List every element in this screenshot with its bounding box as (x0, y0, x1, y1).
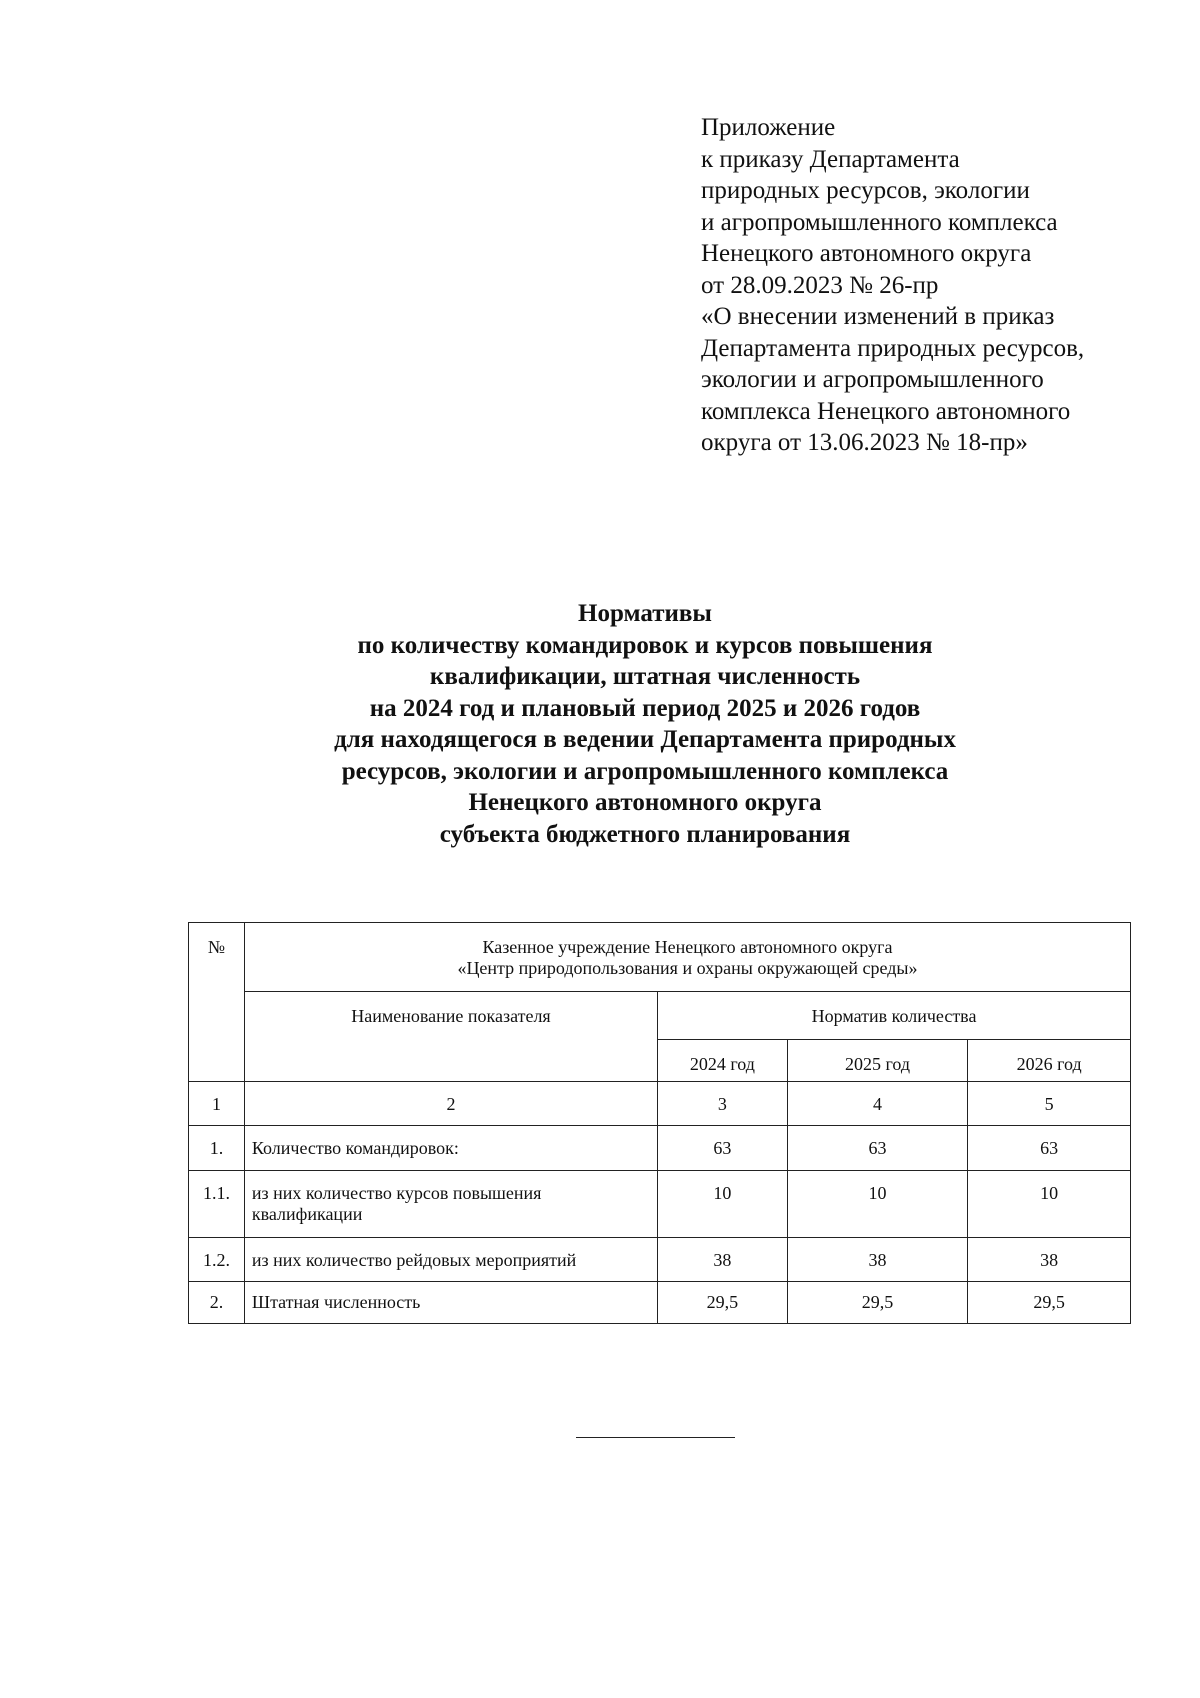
appendix-line: «О внесении изменений в приказ (701, 303, 1055, 330)
table-row (189, 1238, 1131, 1282)
year-header: 2025 год (787, 1040, 968, 1082)
column-index: 5 (968, 1082, 1131, 1126)
row-name: из них количество курсов повышения квалификации (244, 1171, 657, 1238)
norms-table (188, 922, 1131, 1324)
row-value: 63 (787, 1126, 968, 1171)
appendix-line: округа от 13.06.2023 № 18-пр» (701, 429, 1028, 456)
column-index: 4 (787, 1082, 968, 1126)
row-value: 29,5 (968, 1282, 1131, 1324)
row-number: 2. (189, 1282, 245, 1324)
title-line: ресурсов, экологии и агропромышленного комплекса (341, 757, 949, 785)
row-name: Штатная численность (244, 1282, 657, 1324)
column-index-row (189, 1082, 1131, 1126)
appendix-line: и агропромышленного комплекса (701, 208, 1058, 236)
num-header: № (189, 923, 245, 1082)
row-value: 10 (658, 1171, 788, 1238)
row-name: Количество командировок: (244, 1126, 657, 1171)
appendix-line: комплекса Ненецкого автономного (701, 397, 1071, 425)
end-divider-line (576, 1437, 735, 1438)
title-line: на 2024 год и плановый период 2025 и 2026 годов (369, 694, 921, 722)
table-row (189, 1171, 1131, 1238)
table-header-row (189, 992, 1131, 1040)
appendix-line: к приказу Департамента (701, 145, 960, 173)
row-number: 1.2. (189, 1238, 245, 1282)
title-line: для находящегося в ведении Департамента природных (334, 726, 956, 753)
appendix-line: экологии и агропромышленного (701, 366, 1044, 393)
document-title (0, 598, 1200, 850)
table-row (189, 1282, 1131, 1324)
column-index: 1 (189, 1082, 245, 1126)
title-line: квалификации, штатная численность (429, 663, 861, 690)
appendix-block (701, 112, 1161, 459)
column-index: 3 (658, 1082, 788, 1126)
appendix-line: Ненецкого автономного округа (701, 240, 1032, 267)
org-header-line: Казенное учреждение Ненецкого автономного округа (482, 937, 893, 957)
column-index: 2 (244, 1082, 657, 1126)
name-header: Наименование показателя (244, 992, 657, 1082)
row-value: 63 (968, 1126, 1131, 1171)
year-header: 2024 год (658, 1040, 788, 1082)
org-header-line: «Центр природопользования и охраны окружающей среды» (457, 958, 918, 978)
row-value: 63 (658, 1126, 788, 1171)
row-value: 29,5 (658, 1282, 788, 1324)
appendix-line: от 28.09.2023 № 26-пр (701, 271, 939, 299)
row-value: 10 (968, 1171, 1131, 1238)
table-header-row (189, 923, 1131, 992)
row-value: 38 (658, 1238, 788, 1282)
appendix-line: Департамента природных ресурсов, (701, 334, 1085, 362)
appendix-line: природных ресурсов, экологии (701, 177, 1030, 204)
row-value: 38 (787, 1238, 968, 1282)
row-value: 10 (787, 1171, 968, 1238)
row-value: 38 (968, 1238, 1131, 1282)
row-number: 1.1. (189, 1171, 245, 1238)
row-name: из них количество рейдовых мероприятий (244, 1238, 657, 1282)
title-line: Нормативы (578, 600, 712, 627)
appendix-line: Приложение (701, 114, 836, 141)
row-value: 29,5 (787, 1282, 968, 1324)
title-line: субъекта бюджетного планирования (439, 820, 851, 848)
table-row (189, 1126, 1131, 1171)
title-line: по количеству командировок и курсов повышения (357, 631, 933, 659)
norm-header: Норматив количества (658, 992, 1131, 1040)
year-header: 2026 год (968, 1040, 1131, 1082)
org-header (244, 923, 1130, 992)
row-number: 1. (189, 1126, 245, 1171)
title-line: Ненецкого автономного округа (468, 789, 822, 816)
